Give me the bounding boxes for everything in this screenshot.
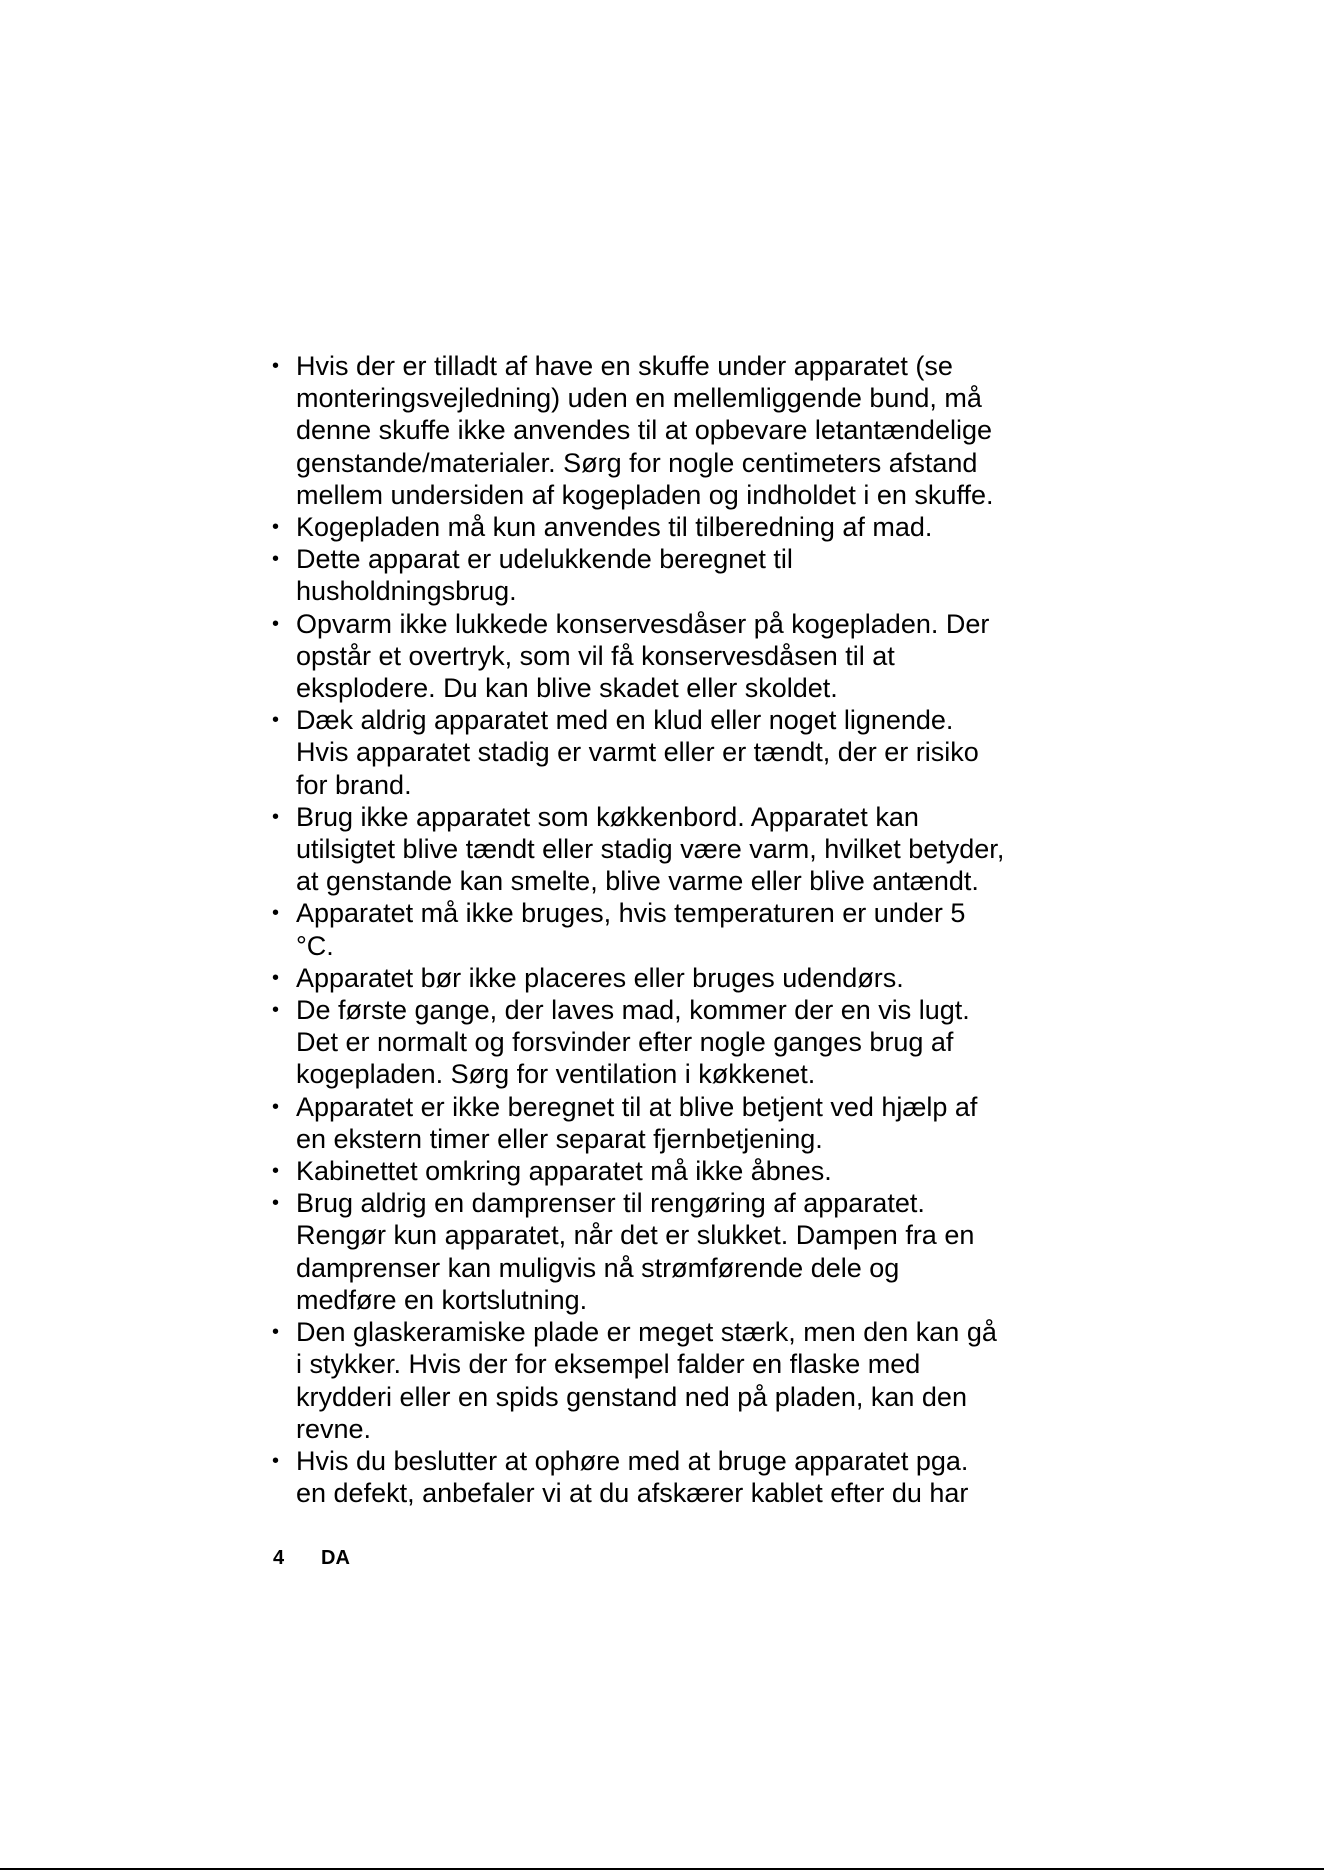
bullet-text-line: Brug aldrig en damprenser til rengøring af apparatet. [296,1188,925,1219]
bullet-marker-icon: • [272,1192,280,1215]
bullet-text-line: Kogepladen må kun anvendes til tilberedning af mad. [296,512,933,543]
bullet-text-line: mellem undersiden af kogepladen og indholdet i en skuffe. [296,479,994,510]
bullet-text-line: genstande/materialer. Sørg for nogle centimeters afstand [296,447,978,478]
bullet-text-line: Det er normalt og forsvinder efter nogle ganges brug af [296,1027,954,1058]
bullet-text-line: en defekt, anbefaler vi at du afskærer kablet efter du har [296,1478,969,1509]
bottom-rule [0,1868,1324,1870]
bullet-marker-icon: • [272,966,280,989]
bullet-text-line: Kabinettet omkring apparatet må ikke åbnes. [296,1156,832,1187]
bullet-text-line: Opvarm ikke lukkede konservesdåser på kogepladen. Der [296,608,990,639]
safety-bullet-list [268,350,1068,1509]
language-code: DA [321,1547,350,1569]
bullet-text-line: en ekstern timer eller separat fjernbetjening. [296,1123,823,1154]
bullet-marker-icon: • [272,1160,280,1183]
bullet-item [268,962,1068,994]
bullet-item [268,1316,1068,1445]
bullet-marker-icon: • [272,1095,280,1118]
page-number: 4 [273,1547,285,1569]
bullet-marker-icon: • [272,548,280,571]
bullet-marker-icon: • [272,709,280,732]
bullet-text-line: i stykker. Hvis der for eksempel falder en flaske med [296,1349,921,1380]
bullet-item [268,994,1068,1091]
bullet-text-line: krydderi eller en spids genstand ned på pladen, kan den [296,1381,967,1412]
bullet-marker-icon: • [272,902,280,925]
bullet-text-line: Rengør kun apparatet, når det er slukket. Dampen fra en [296,1220,975,1251]
bullet-item [268,350,1068,511]
bullet-text-line: eksplodere. Du kan blive skadet eller skoldet. [296,673,838,704]
bullet-text-line: Hvis der er tilladt af have en skuffe under apparatet (se [296,351,953,381]
bullet-text-line: opstår et overtryk, som vil få konservesdåsen til at [296,640,895,671]
bullet-text-line: Brug ikke apparatet som køkkenbord. Apparatet kan [296,801,919,832]
bullet-text-line: Hvis du beslutter at ophøre med at bruge apparatet pga. [296,1445,969,1476]
bullet-item [268,608,1068,705]
bullet-text-line: De første gange, der laves mad, kommer der en vis lugt. [296,995,970,1026]
bullet-item [268,801,1068,898]
bullet-text-line: revne. [296,1413,372,1444]
bullet-marker-icon: • [272,1449,280,1472]
bullet-text-line: for brand. [296,769,412,800]
bullet-text-line: Apparatet er ikke beregnet til at blive betjent ved hjælp af [296,1091,978,1122]
bullet-text-line: °C. [296,930,334,961]
bullet-text-line: Den glaskeramiske plade er meget stærk, men den kan gå [296,1317,997,1348]
bullet-text-line: Apparatet må ikke bruges, hvis temperaturen er under 5 [296,898,966,929]
bullet-item [268,704,1068,801]
bullet-text-line: kogepladen. Sørg for ventilation i køkkenet. [296,1059,816,1090]
bullet-text-line: Apparatet bør ikke placeres eller bruges udendørs. [296,962,904,993]
bullet-text-line: damprenser kan muligvis nå strømførende dele og [296,1252,900,1283]
bullet-item [268,1155,1068,1187]
bullet-marker-icon: • [272,612,280,635]
bullet-item [268,1187,1068,1316]
bullet-marker-icon: • [272,999,280,1022]
bullet-text-line: husholdningsbrug. [296,576,517,607]
bullet-item [268,511,1068,543]
bullet-text-line: monteringsvejledning) uden en mellemliggende bund, må [296,383,982,414]
bullet-item [268,543,1068,607]
bullet-text-line: Hvis apparatet stadig er varmt eller er tændt, der er risiko [296,737,979,768]
bullet-item [268,1091,1068,1155]
bullet-marker-icon: • [272,1321,280,1344]
bullet-text-line: Dæk aldrig apparatet med en klud eller noget lignende. [296,705,954,736]
bullet-marker-icon: • [272,516,280,539]
bullet-text-line: utilsigtet blive tændt eller stadig være varm, hvilket betyder, [296,834,1005,865]
bullet-marker-icon: • [272,355,280,377]
bullet-text-line: medføre en kortslutning. [296,1284,588,1315]
bullet-item [268,1445,1068,1509]
bullet-marker-icon: • [272,805,280,828]
bullet-item [268,897,1068,961]
bullet-text-line: Dette apparat er udelukkende beregnet til [296,544,793,575]
bullet-text-line: at genstande kan smelte, blive varme eller blive antændt. [296,866,979,897]
bullet-text-line: denne skuffe ikke anvendes til at opbevare letantændelige [296,415,992,446]
